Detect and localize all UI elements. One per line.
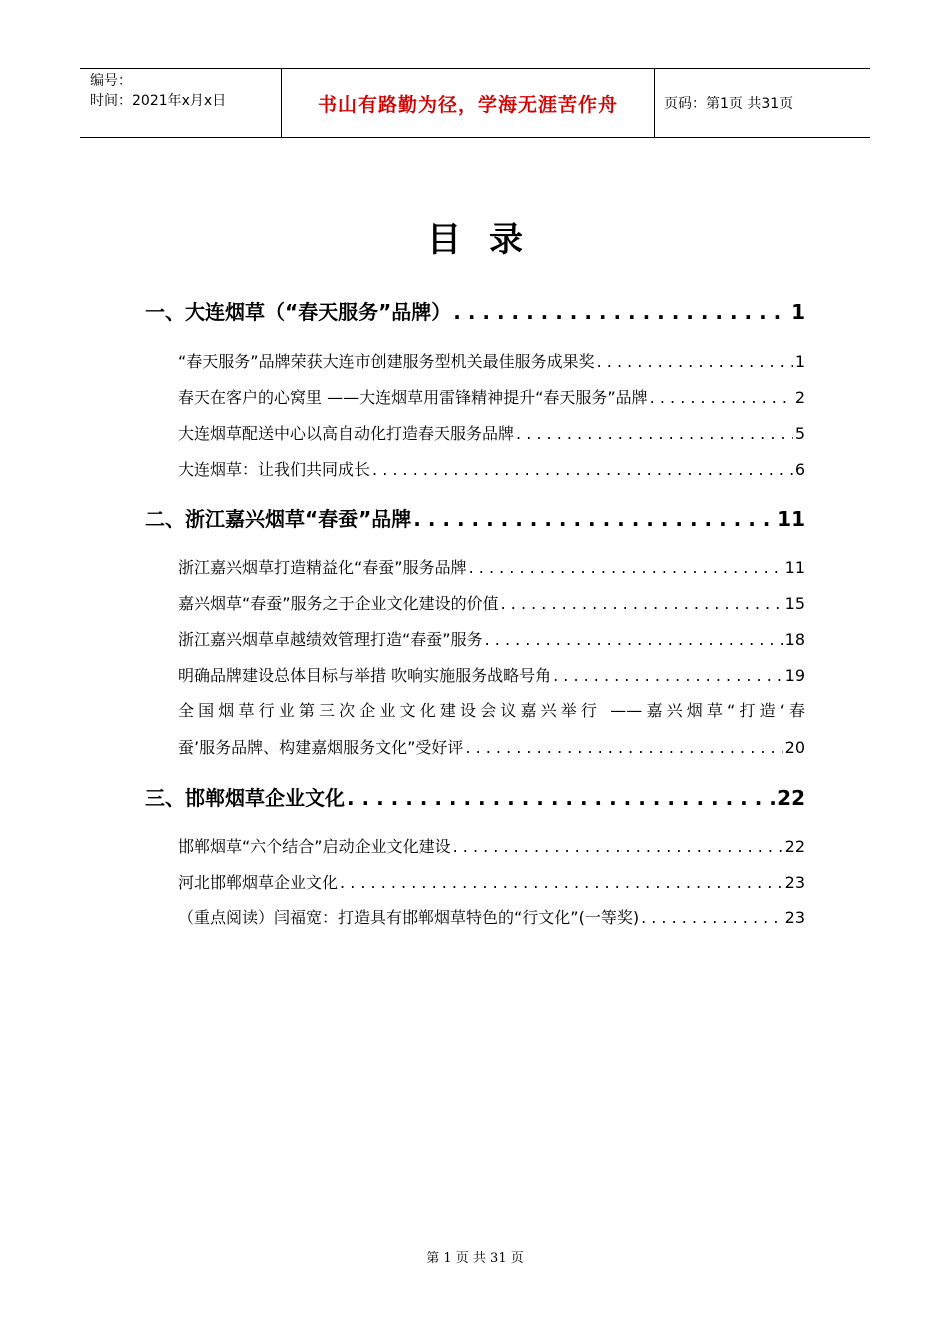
toc-leader [465, 738, 782, 757]
toc-leader [469, 558, 783, 577]
toc-entry-text: 嘉兴烟草“春蚕”服务之于企业文化建设的价值 [178, 594, 499, 613]
toc-page-number: 22 [777, 786, 805, 810]
toc-entry-text: “春天服务”品牌荣获大连市创建服务型机关最佳服务成果奖 [178, 352, 595, 371]
toc-leader [347, 786, 775, 810]
toc-page-number: 15 [784, 594, 805, 613]
toc-leader [501, 594, 783, 613]
toc-page-number: 23 [784, 908, 805, 927]
toc-entry-text: 大连烟草配送中心以高自动化打造春天服务品牌 [178, 424, 515, 443]
toc-entry[interactable] [178, 421, 805, 444]
toc-leader [516, 424, 793, 443]
toc-leader [372, 460, 793, 479]
toc-entry[interactable] [178, 834, 805, 857]
toc-leader [453, 837, 783, 856]
toc-entry[interactable] [178, 870, 805, 893]
toc-entry[interactable] [178, 555, 805, 578]
header-divider [654, 69, 655, 137]
toc-leader [650, 388, 793, 407]
toc-entry[interactable] [178, 663, 805, 686]
toc-page-number: 6 [794, 460, 805, 479]
header-page-label: 页码：第1页 共31页 [664, 96, 794, 112]
toc-entry-text: 蚕’服务品牌、构建嘉烟服务文化”受好评 [178, 738, 464, 757]
toc-page-number: 19 [784, 666, 805, 685]
toc-page-number: 23 [784, 873, 805, 892]
toc-entry-text: 浙江嘉兴烟草卓越绩效管理打造“春蚕”服务 [178, 630, 483, 649]
toc-page-number: 2 [794, 388, 805, 407]
toc-entry-text: 浙江嘉兴烟草打造精益化“春蚕”服务品牌 [178, 558, 467, 577]
header-motto: 书山有路勤为径，学海无涯苦作舟 [317, 93, 618, 116]
toc-page-number: 18 [784, 630, 805, 649]
page-footer: 第 1 页 共 31 页 [426, 1251, 524, 1266]
toc-page-number: 1 [794, 352, 805, 371]
toc-leader [641, 908, 783, 927]
toc-page-number: 1 [791, 300, 805, 324]
toc-entry-text: 二、浙江嘉兴烟草“春蚕”品牌 [145, 507, 412, 531]
toc-entry-text: 明确品牌建设总体目标与举措 吹响实施服务战略号角 [178, 666, 552, 685]
toc-entry-text: 河北邯郸烟草企业文化 [178, 873, 339, 892]
toc-page-number: 11 [777, 507, 805, 531]
toc-entry-text: 春天在客户的心窝里 ——大连烟草用雷锋精神提升“春天服务”品牌 [178, 388, 648, 407]
toc-entry[interactable] [178, 735, 805, 758]
toc-entry-text: 一、大连烟草（“春天服务”品牌） [145, 300, 452, 324]
toc-entry[interactable] [178, 349, 805, 372]
time-label: 时间：2021年x月x日 [90, 93, 227, 109]
toc-entry[interactable] [178, 591, 805, 614]
number-label: 编号： [90, 73, 132, 89]
toc-leader [553, 666, 783, 685]
toc-entry[interactable] [178, 457, 805, 480]
toc-entry[interactable] [178, 385, 805, 408]
toc-entry[interactable] [178, 905, 805, 928]
toc-page-number: 20 [784, 738, 805, 757]
toc-entry-text: 三、邯郸烟草企业文化 [145, 786, 345, 810]
toc-page-number: 22 [784, 837, 805, 856]
toc-section-2[interactable] [145, 503, 805, 532]
toc-entry-text: 大连烟草：让我们共同成长 [178, 460, 371, 479]
toc-leader [413, 507, 775, 531]
toc-leader [597, 352, 793, 371]
toc-section-1[interactable] [145, 296, 805, 325]
toc-page-number: 11 [784, 558, 805, 577]
document-header [80, 68, 870, 138]
toc-leader [453, 300, 789, 324]
toc-section-3[interactable] [145, 782, 805, 811]
toc-leader [340, 873, 783, 892]
header-meta [90, 71, 226, 111]
toc-entry[interactable] [178, 627, 805, 650]
toc-entry-wrapped-line[interactable]: 全国烟草行业第三次企业文化建设会议嘉兴举行 ——嘉兴烟草“打造‘春 [178, 701, 805, 720]
toc-entry-text: 邯郸烟草“六个结合”启动企业文化建设 [178, 837, 451, 856]
toc-entry-text: （重点阅读）闫福宽：打造具有邯郸烟草特色的“行文化”(一等奖) [178, 908, 640, 927]
toc-page-number: 5 [794, 424, 805, 443]
toc-leader [485, 630, 783, 649]
page-title: 目录 [427, 220, 551, 260]
